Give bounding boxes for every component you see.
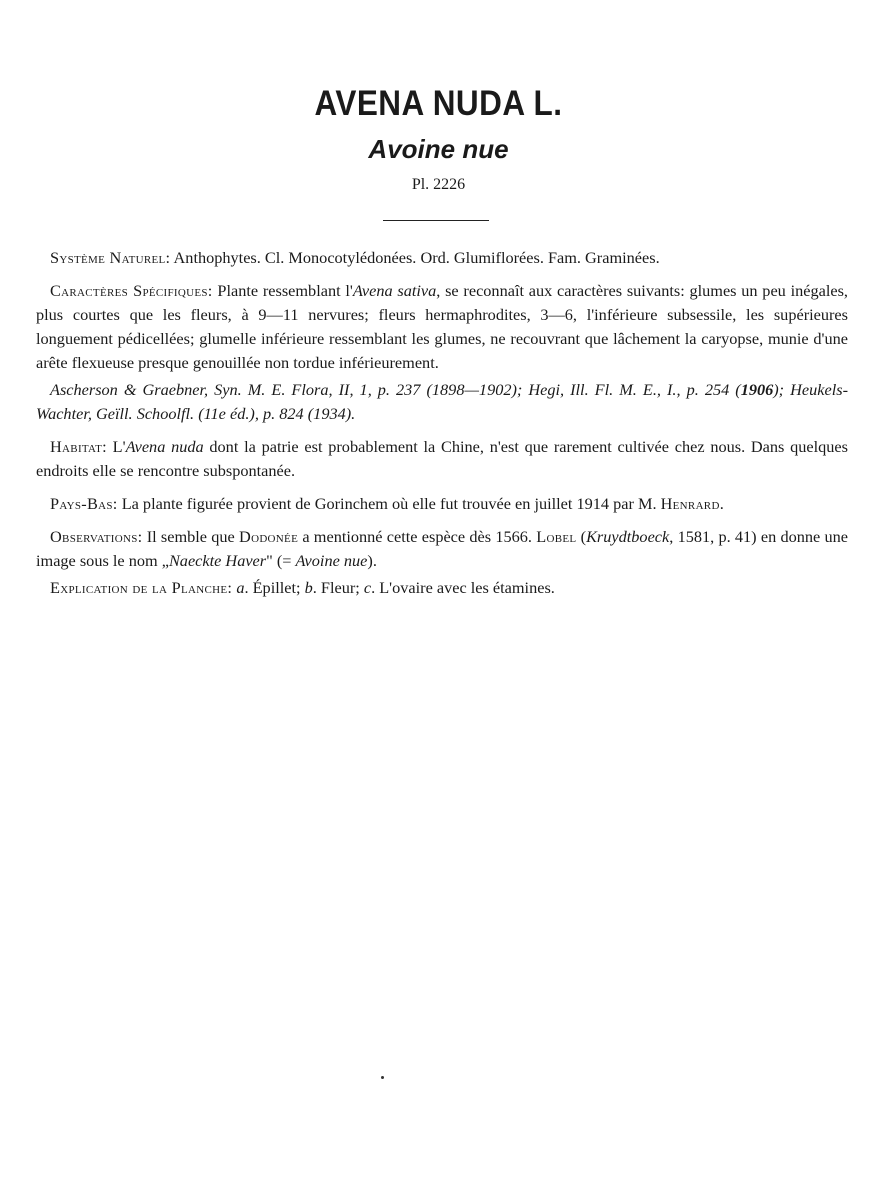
observations-french-name: Avoine nue <box>295 551 368 570</box>
habitat-text-2: dont la patrie est probablement la Chine, n'est que rarement cultivée chez nous. Dans quelques endroits elle se rencontre subspontanée. <box>36 437 848 480</box>
explication-b-text: . Fleur; <box>312 578 364 597</box>
habitat-label: Habitat: <box>50 437 107 456</box>
pays-bas-paragraph <box>36 492 848 516</box>
references-text-1: Ascherson & Graebner, Syn. M. E. Flora, II, 1, p. 237 (1898—1902); Hegi, Ill. Fl. M. E., I., p. 254 ( <box>50 380 741 399</box>
observations-name-2: Lobel <box>536 527 577 546</box>
observations-work: Kruydtboeck <box>586 527 670 546</box>
habitat-species: Avena nuda <box>125 437 204 456</box>
explication-a-text: . Épillet; <box>244 578 305 597</box>
explication-a-letter: a <box>236 578 245 597</box>
plate-reference: Pl. 2226 <box>411 176 466 193</box>
explication-label: Explication de la Planche: <box>50 578 233 597</box>
pays-bas-name: Henrard <box>660 494 720 513</box>
explication-b-letter: b <box>304 578 313 597</box>
title-divider <box>383 220 489 221</box>
pays-bas-label: Pays-Bas: <box>50 494 118 513</box>
systeme-label: Système Naturel: <box>50 248 171 267</box>
references-text-2: ); Heukels-Wachter, Geïll. Schoolfl. (11e éd.), p. 824 (1934). <box>36 380 848 423</box>
observations-text-3: ( <box>576 527 587 546</box>
habitat-paragraph <box>36 435 848 483</box>
explication-paragraph <box>36 576 848 600</box>
systeme-naturel-paragraph <box>36 246 848 270</box>
observations-text-6: ). <box>367 551 377 570</box>
observations-text-2: a mentionné cette espèce dès 1566. <box>298 527 537 546</box>
explication-c-letter: c <box>363 578 372 597</box>
caracteres-label: Caractères Spécifiques: <box>50 281 213 300</box>
pays-bas-text-1: La plante figurée provient de Gorinchem où elle fut trouvée en juillet 1914 par M. <box>117 494 661 513</box>
observations-text-5: " (= <box>266 551 296 570</box>
observations-name-1: Dodonée <box>239 527 299 546</box>
habitat-text-1: L' <box>106 437 126 456</box>
explication-c-text: . L'ovaire avec les étamines. <box>371 578 555 597</box>
caracteres-text-1: Plante ressemblant l' <box>212 281 353 300</box>
caracteres-text-2: , se reconnaît aux caractères suivants: glumes un peu inégales, plus courtes que les fleurs, à 9—11 nervures; fleurs hermaphrodites, 3—6, l'inférieure subsessile, les supérieures longuement pédicellées; glumelle inférieure ressemblant les glumes, ne recouvrant que lâchement la caryopse, munie d'une arête flexueuse presque genouillée non tordue inférieurement. <box>36 281 848 372</box>
pays-bas-text-2: . <box>719 494 724 513</box>
systeme-text: Anthophytes. Cl. Monocotylédonées. Ord. Glumiflorées. Fam. Graminées. <box>170 248 660 267</box>
observations-text-4: , 1581, p. 41) en donne une image sous le nom „ <box>36 527 849 570</box>
observations-dutch-name: Naeckte Haver <box>168 551 267 570</box>
references-paragraph <box>36 378 848 426</box>
observations-text-1: Il semble que <box>142 527 240 546</box>
page-subtitle: Avoine nue <box>368 134 509 164</box>
description-body <box>36 246 848 600</box>
observations-paragraph <box>36 525 848 573</box>
caracteres-species: Avena sativa <box>352 281 437 300</box>
caracteres-paragraph <box>36 279 848 375</box>
observations-label: Observations: <box>50 527 143 546</box>
references-year: 1906 <box>740 380 774 399</box>
stray-dot-mark <box>381 1076 384 1079</box>
page-title: AVENA NUDA L. <box>314 84 563 123</box>
